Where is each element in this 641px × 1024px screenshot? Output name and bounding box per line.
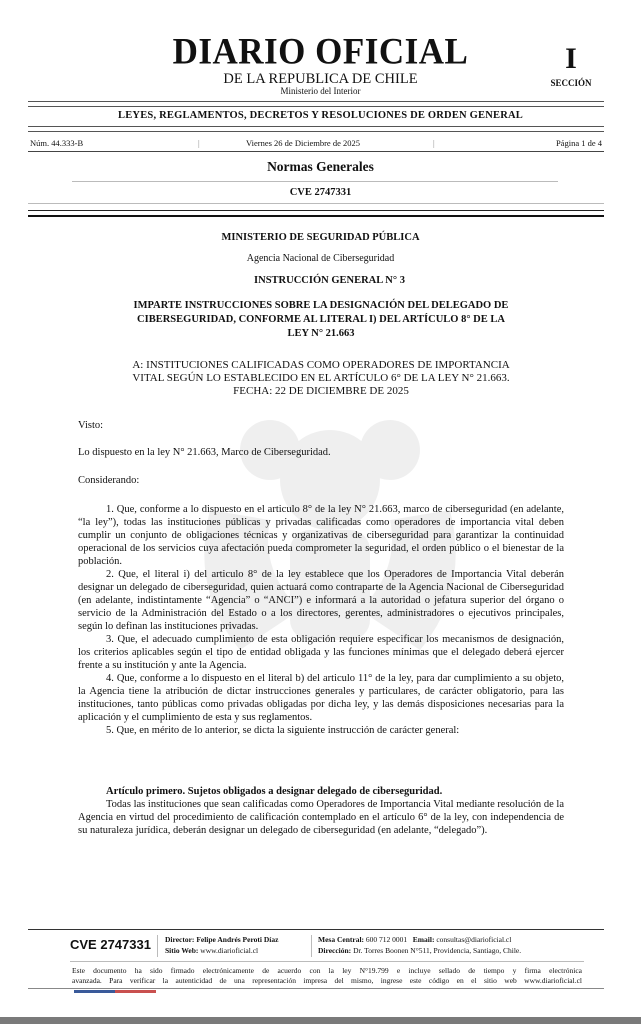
masthead-divider	[28, 101, 604, 107]
issue-date: Viernes 26 de Diciembre de 2025	[246, 138, 360, 148]
considerando-item: 1. Que, conforme a lo dispuesto en el articulo 8° de la ley N° 21.663, marco de ciberseguridad (en adelante, “la ley”), todas las instituciones públicas y privadas calificadas como operadores de importancia vital deben cumplir un conjunto de obligaciones técnicas y organizativas de ciberseguridad para garantizar la continuidad operacional de los servicios cuya afectación pueda comprometer la seguridad, el orden público o el bienestar de la población.	[78, 504, 564, 567]
considerando-item: 4. Que, conforme a lo dispuesto en el literal b) del articulo 11° de la ley, para dar cumplimiento a su objeto, la Agencia tiene la atribución de dictar instrucciones generales y particulares, de carácter obligatorio, para las instituciones, tanto públicas como privadas obligadas por dicha ley, y las demás disposiciones necesarias para la aplicación y el cumplimiento de esta y sus reglamentos.	[78, 673, 564, 723]
visto-label: Visto:	[78, 420, 104, 431]
instruction-number: INSTRUCCIÓN GENERAL N° 3	[254, 275, 405, 286]
visto-text: Lo dispuesto en la ley N° 21.663, Marco de Ciberseguridad.	[78, 447, 331, 458]
section-heading: Normas Generales	[267, 159, 374, 174]
website-label: Sitio Web:	[165, 945, 199, 955]
recipient-line: A: INSTITUCIONES CALIFICADAS COMO OPERADORES DE IMPORTANCIA	[132, 359, 510, 371]
director-name: Felipe Andrés Peroti Díaz	[196, 935, 279, 944]
considerandos-list	[78, 503, 564, 737]
recipient-block	[90, 359, 552, 398]
document-title-line: IMPARTE INSTRUCCIONES SOBRE LA DESIGNACIÓN DEL DELEGADO DE	[133, 300, 509, 311]
phone-label: Mesa Central:	[318, 935, 365, 944]
masthead-subtitle: DE LA REPUBLICA DE CHILE	[223, 71, 418, 87]
considerando-item: 5. Que, en mérito de lo anterior, se dicta la siguiente instrucción de carácter general:	[106, 725, 460, 736]
phone-value: 600 712 0001	[365, 935, 408, 944]
flag-stripe-blue	[74, 990, 115, 993]
header-bottom-rule	[28, 210, 604, 217]
issue-number: Núm. 44.333-B	[30, 138, 84, 148]
flag-stripe-red	[115, 990, 156, 993]
issuing-agency: Agencia Nacional de Ciberseguridad	[246, 253, 395, 264]
footer-separator	[311, 935, 312, 957]
footer-director-block	[165, 935, 278, 956]
document-title-line: LEY N° 21.663	[287, 328, 355, 339]
masthead-ministry: Ministerio del Interior	[280, 86, 361, 96]
section-label: SECCIÓN	[550, 78, 592, 88]
banner-title: LEYES, REGLAMENTOS, DECRETOS Y RESOLUCIONES DE ORDEN GENERAL	[118, 110, 523, 121]
viewer-bottom-bar	[0, 1017, 641, 1024]
email-label: Email:	[412, 935, 435, 944]
legal-notice-line: avanzada. Para verificar la autenticidad de una representación impresa del mismo, ingrese este código en el sitio web www.diarioficial.cl	[72, 976, 582, 985]
legal-notice-line: Este documento ha sido firmado electrónicamente de acuerdo con la ley N°19.799 e incluye sellado de tiempo y firma electrónica	[72, 966, 582, 975]
footer-divider	[70, 961, 584, 962]
masthead-title: DIARIO OFICIAL	[172, 31, 469, 72]
page-indicator: Página 1 de 4	[555, 138, 602, 148]
considerando-label: Considerando:	[78, 475, 140, 486]
meta-separator: |	[198, 138, 200, 148]
footer-cve-code: CVE 2747331	[70, 937, 151, 952]
director-label: Director:	[165, 935, 195, 944]
footer-contact-block	[318, 935, 521, 956]
considerando-item: 3. Que, el adecuado cumplimiento de esta obligación requiere especificar los mecanismos de designación, los criterios aplicables según el tipo de entidad obligada y las funciones mínimas que el delegado deberá ejercer frente a su institución y ante la Agencia.	[78, 634, 564, 671]
address-value: Dr. Torres Boonen N°511, Providencia, Santiago, Chile.	[353, 945, 522, 955]
considerando-item: 2. Que, el literal i) del articulo 8° de la ley establece que los Operadores de Importancia Vital deberán designar un delegado de ciberseguridad, quien actuará como contraparte de la Agencia Nacional de Ciberseguridad (en adelante, indistintamente “Agencia” o “ANCI”) e informará a la autoridad o jefatura superior del órgano o servicio de la Administración del Estado o a los directores, gerentes, administradores o ejecutivos principales, según lo definan las instituciones privadas.	[78, 569, 564, 632]
section-number: I	[565, 42, 577, 75]
cve-code: CVE 2747331	[289, 187, 352, 198]
date-line: FECHA: 22 DE DICIEMBRE DE 2025	[233, 385, 409, 397]
document-title-line: CIBERSEGURIDAD, CONFORME AL LITERAL I) DEL ARTÍCULO 8° DE LA	[137, 314, 505, 325]
heading-divider	[72, 181, 558, 182]
issuing-ministry: MINISTERIO DE SEGURIDAD PÚBLICA	[221, 232, 420, 243]
address-label: Dirección:	[318, 945, 352, 955]
issue-meta-row	[30, 137, 602, 149]
recipient-line: VITAL SEGÚN LO ESTABLECIDO EN EL ARTÍCULO 6° DE LA LEY N° 21.663.	[132, 372, 510, 384]
article-text: Todas las instituciones que sean calificadas como Operadores de Importancia Vital mediante resolución de la Agencia en virtud del procedimiento de calificación contemplado en el artículo 6° de la ley, con independencia de su naturaleza jurídica, deberán designar un delegado de ciberseguridad (en adelante, “delegado”).	[78, 799, 564, 836]
cve-divider	[28, 203, 604, 204]
meta-divider	[28, 151, 604, 152]
email-link[interactable]: consultas@diarioficial.cl	[436, 935, 512, 944]
meta-separator: |	[433, 138, 435, 148]
article-title: Artículo primero. Sujetos obligados a designar delegado de ciberseguridad.	[106, 786, 443, 797]
website-link[interactable]: www.diarioficial.cl	[200, 945, 259, 955]
document-title	[90, 299, 552, 341]
banner-divider	[28, 126, 604, 132]
footer-separator	[157, 935, 158, 957]
footer-bottom-rule	[28, 988, 604, 989]
footer-top-rule	[28, 929, 604, 930]
